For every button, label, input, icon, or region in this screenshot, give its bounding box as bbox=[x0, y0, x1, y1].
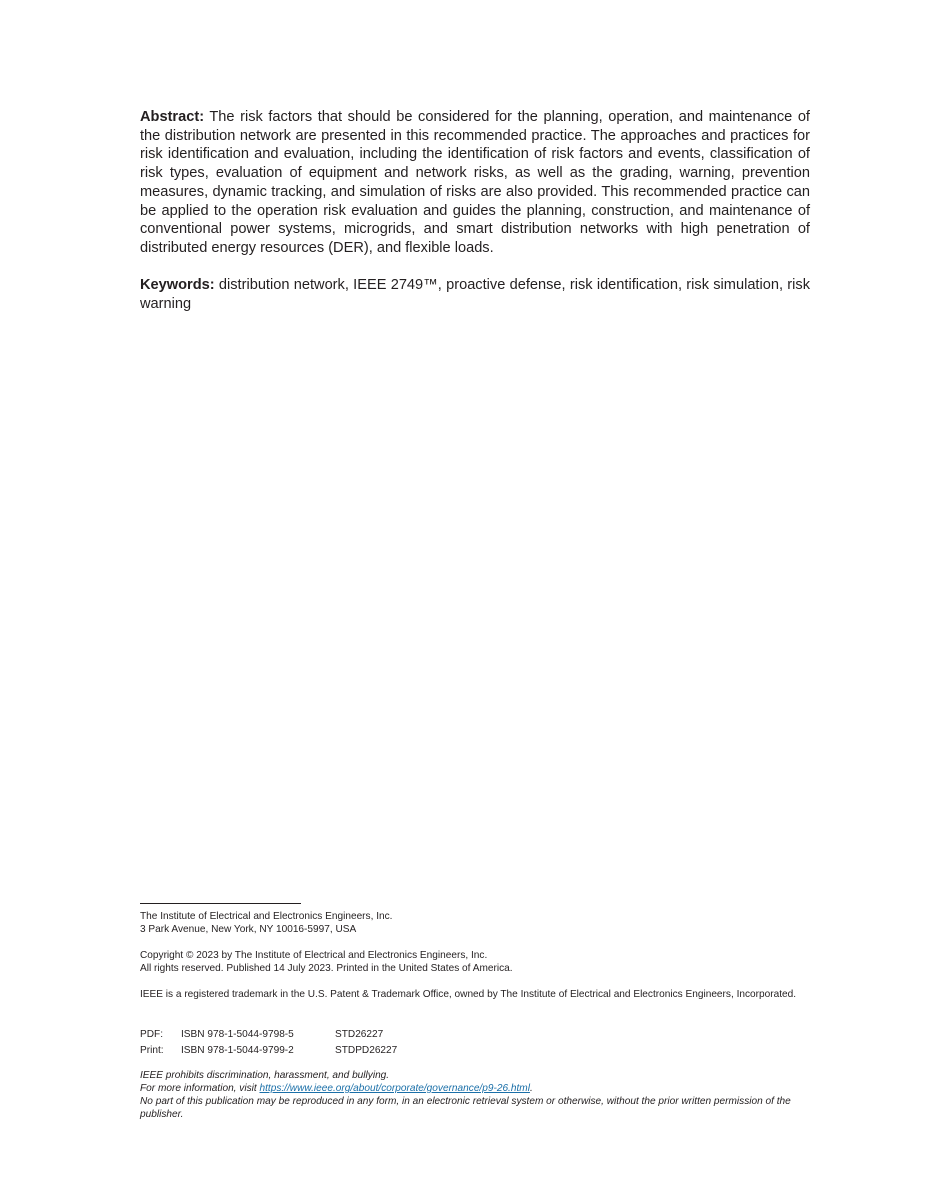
abstract-label: Abstract: bbox=[140, 109, 205, 125]
prohibits-line: IEEE prohibits discrimination, harassment, and bullying. bbox=[140, 1070, 390, 1081]
trademark-info bbox=[140, 988, 810, 1001]
isbn-format-label: PDF: bbox=[140, 1029, 163, 1040]
standard-code: STD26227 bbox=[335, 1029, 384, 1040]
isbn-table bbox=[140, 1027, 810, 1059]
footnote-divider bbox=[140, 903, 301, 904]
isbn-number: ISBN 978-1-5044-9799-2 bbox=[181, 1045, 294, 1056]
abstract-text: The risk factors that should be considered for the planning, operation, and maintenance of the distribution network are presented in this recommended practice. The approaches and practices for risk identification and evaluation, including the identification of risk factors and events, classification of risk types, evaluation of equipment and network risks, as well as the grading, warning, prevention measures, dynamic tracking, and simulation of risks are also provided. This recommended practice can be applied to the operation risk evaluation and guides the planning, construction, and maintenance of conventional power systems, microgrids, and smart distribution networks with high penetration of distributed energy resources (DER), and flexible loads. bbox=[140, 109, 810, 256]
isbn-row-pdf bbox=[140, 1027, 810, 1043]
abstract-paragraph bbox=[140, 108, 810, 258]
keywords-paragraph bbox=[140, 276, 810, 313]
copyright-line: Copyright © 2023 by The Institute of Electrical and Electronics Engineers, Inc. bbox=[140, 950, 488, 961]
isbn-row-print bbox=[140, 1043, 810, 1059]
reproduction-line: No part of this publication may be reproduced in any form, in an electronic retrieval system or otherwise, without the prior written permission of the publisher. bbox=[140, 1096, 791, 1120]
isbn-format-label: Print: bbox=[140, 1045, 164, 1056]
keywords-text: distribution network, IEEE 2749™, proactive defense, risk identification, risk simulation, risk warning bbox=[140, 277, 810, 312]
document-page bbox=[140, 0, 810, 1185]
legal-notice bbox=[140, 1069, 810, 1121]
more-info-prefix: For more information, visit bbox=[140, 1083, 260, 1094]
governance-link[interactable]: https://www.ieee.org/about/corporate/governance/p9-26.html bbox=[259, 1083, 530, 1094]
rights-line: All rights reserved. Published 14 July 2023. Printed in the United States of America. bbox=[140, 963, 513, 974]
more-info-line bbox=[140, 1082, 810, 1095]
institute-address: 3 Park Avenue, New York, NY 10016-5997, USA bbox=[140, 924, 357, 935]
isbn-number: ISBN 978-1-5044-9798-5 bbox=[181, 1029, 294, 1040]
keywords-label: Keywords: bbox=[140, 277, 215, 293]
trademark-line: IEEE is a registered trademark in the U.S. Patent & Trademark Office, owned by The Institute of Electrical and Electronics Engineers, Incorporated. bbox=[140, 989, 797, 1000]
copyright-info bbox=[140, 949, 810, 975]
publisher-info bbox=[140, 910, 810, 936]
standard-code: STDPD26227 bbox=[335, 1045, 398, 1056]
institute-name: The Institute of Electrical and Electronics Engineers, Inc. bbox=[140, 911, 393, 922]
more-info-suffix: . bbox=[529, 1083, 533, 1094]
